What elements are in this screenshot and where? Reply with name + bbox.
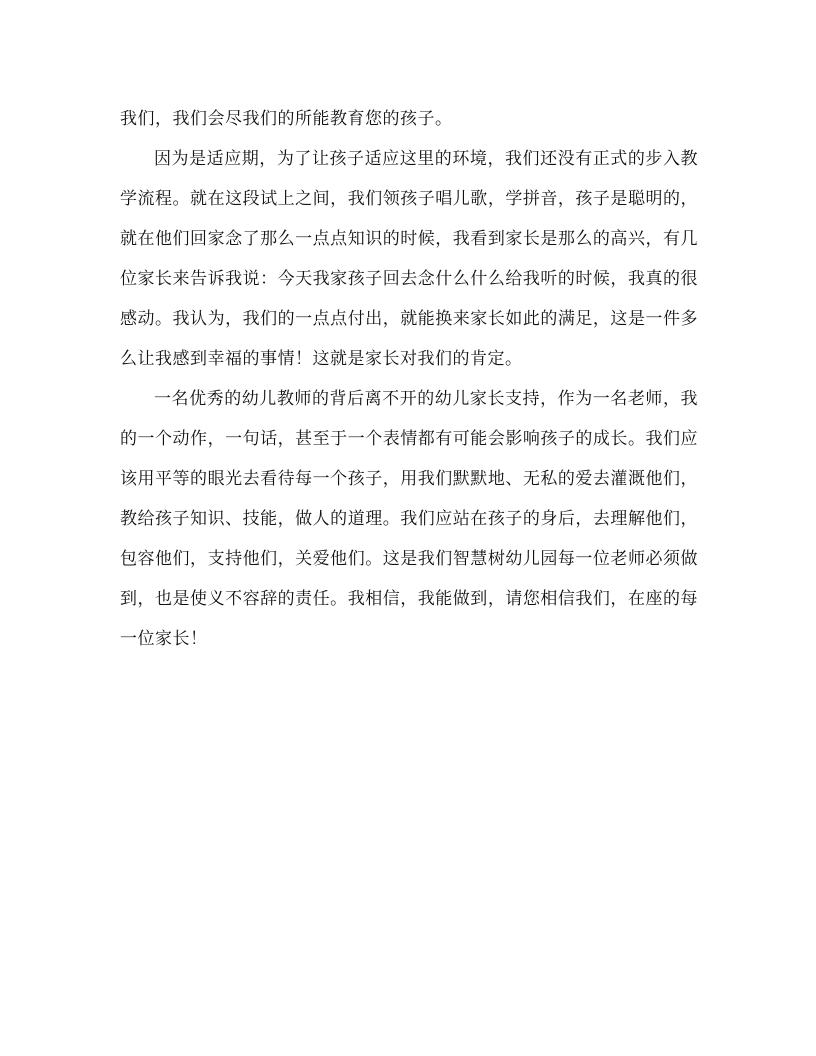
paragraph-excellent-teacher: 一名优秀的幼儿教师的背后离不开的幼儿家长支持，作为一名老师，我的一个动作，一句话，甚至于一个表情都有可能会影响孩子的成长。我们应该用平等的眼光去看待每一个孩子，用我们默默地、无私的爱去灌溉他们，教给孩子知识、技能，做人的道理。我们应站在孩子的身后，去理解他们，包容他们，支持他们，关爱他们。这是我们智慧树幼儿园每一位老师必须做到，也是使义不容辞的责任。我相信，我能做到，请您相信我们，在座的每一位家长！ [120,389,698,649]
paragraph-continuation: 我们，我们会尽我们的所能教育您的孩子。 [120,109,453,129]
document-body [120,99,698,659]
paragraph-adaptation-period: 因为是适应期，为了让孩子适应这里的环境，我们还没有正式的步入教学流程。就在这段试上之间，我们领孩子唱儿歌，学拼音，孩子是聪明的，就在他们回家念了那么一点点知识的时候，我看到家长是那么的高兴，有几位家长来告诉我说：今天我家孩子回去念什么什么给我听的时候，我真的很感动。我认为，我们的一点点付出，就能换来家长如此的满足，这是一件多么让我感到幸福的事情！这就是家长对我们的肯定。 [120,149,698,369]
